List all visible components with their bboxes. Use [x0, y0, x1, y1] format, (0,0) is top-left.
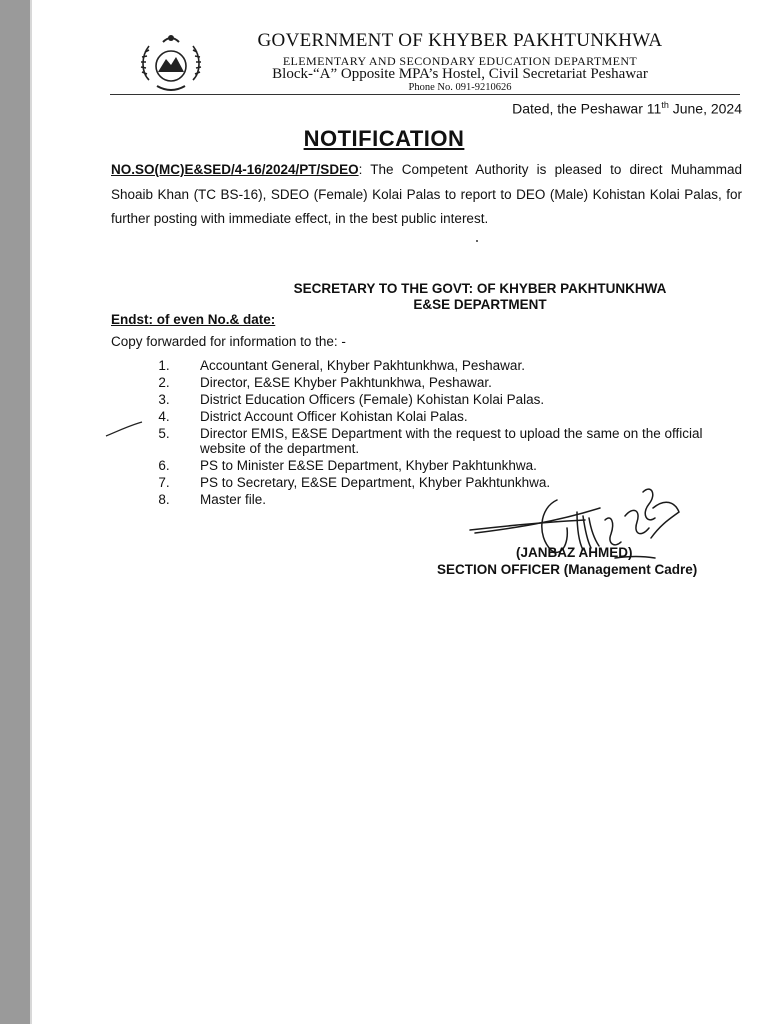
item-text: Accountant General, Khyber Pakhtunkhwa, Peshawar.	[200, 358, 525, 373]
item-number: 8.	[158, 492, 170, 507]
item-text: District Education Officers (Female) Kohistan Kolai Palas.	[200, 392, 545, 407]
date-suffix: th	[661, 100, 669, 110]
notification-reference: NO.SO(MC)E&SED/4-16/2024/PT/SDEO	[111, 162, 359, 177]
secretary-line-2: E&SE DEPARTMENT	[413, 297, 547, 312]
list-item	[128, 409, 748, 424]
scan-edge-line	[30, 0, 32, 1024]
item-text: PS to Minister E&SE Department, Khyber Pakhtunkhwa.	[200, 458, 537, 473]
item-number: 1.	[158, 358, 170, 373]
item-number: 2.	[158, 375, 170, 390]
copy-forwarded-intro: Copy forwarded for information to the: -	[111, 334, 346, 349]
item-text: Master file.	[200, 492, 267, 507]
secretary-line-1: SECRETARY TO THE GOVT: OF KHYBER PAKHTUNKHWA	[293, 281, 667, 296]
header-divider	[110, 94, 740, 95]
signatory-designation: SECTION OFFICER (Management Cadre)	[437, 562, 698, 577]
header-phone: Phone No. 091-9210626	[408, 82, 512, 93]
signatory-name: (JANBAZ AHMED)	[516, 545, 633, 560]
item-text: Director EMIS, E&SE Department with the request to upload the same on the official website of the department.	[200, 426, 703, 456]
header-government: GOVERNMENT OF KHYBER PAKHTUNKHWA	[257, 30, 663, 51]
notification-title: NOTIFICATION	[303, 126, 465, 151]
handwritten-tick-mark	[104, 420, 146, 438]
header-address: Block-“A” Opposite MPA’s Hostel, Civil Secretariat Peshawar	[272, 66, 648, 82]
notification-text: : The Competent Authority is pleased to direct Muhammad Shoaib Khan (TC BS-16), SDEO (Female) Kolai Palas to report to DEO (Male) Kohistan Kolai Palas, for further posting with immediate effect, in the best public interest.	[111, 162, 742, 226]
scan-speck	[476, 240, 478, 242]
item-text: PS to Secretary, E&SE Department, Khyber Pakhtunkhwa.	[200, 475, 551, 490]
endorsement-heading: Endst: of even No.& date:	[111, 312, 276, 327]
item-number: 3.	[158, 392, 170, 407]
header-department: ELEMENTARY AND SECONDARY EDUCATION DEPARTMENT	[282, 54, 638, 68]
date-prefix: Dated, the Peshawar 11	[512, 100, 662, 117]
item-number: 4.	[158, 409, 170, 424]
list-item	[128, 358, 748, 373]
date-line	[512, 100, 742, 117]
list-item	[128, 426, 748, 456]
item-text: District Account Officer Kohistan Kolai Palas.	[200, 409, 468, 424]
list-item	[128, 375, 748, 390]
list-item	[128, 392, 748, 407]
item-number: 5.	[158, 426, 170, 441]
notification-body	[111, 158, 742, 232]
list-item	[128, 458, 748, 473]
scan-edge	[0, 0, 30, 1024]
item-text: Director, E&SE Khyber Pakhtunkhwa, Peshawar.	[200, 375, 492, 390]
government-emblem	[135, 28, 207, 100]
item-number: 7.	[158, 475, 170, 490]
date-rest: June, 2024	[668, 100, 742, 117]
item-number: 6.	[158, 458, 170, 473]
